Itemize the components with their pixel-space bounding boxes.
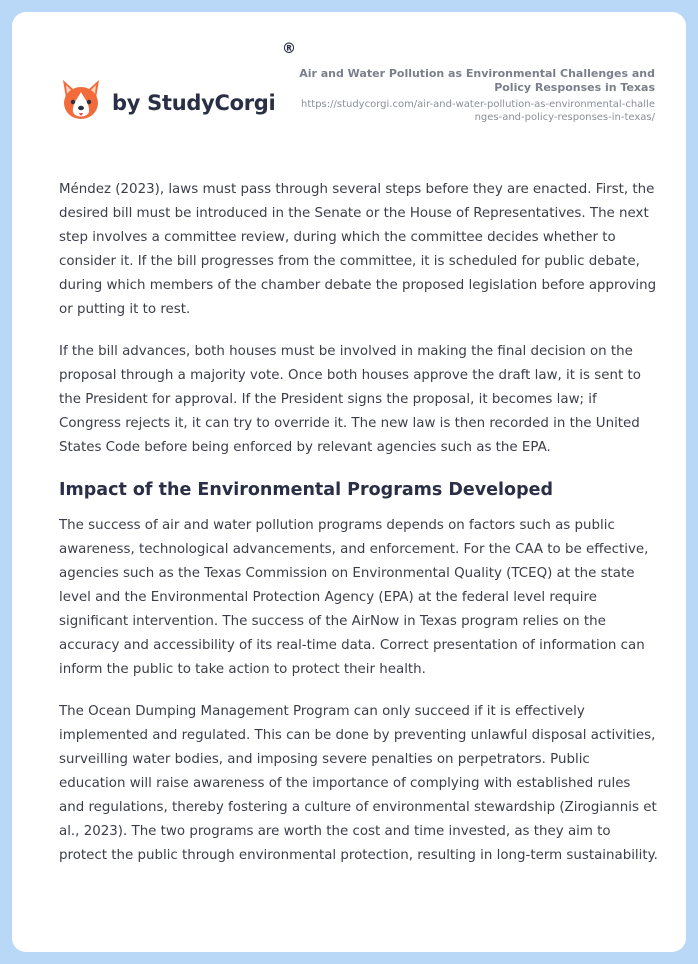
corgi-logo-icon [60,76,102,124]
body-paragraph: The success of air and water pollution programs depends on factors such as public awareness, technological advancements, and enforcement. For the CAA to be effective, agencies such as the Texas Commission on Environmental Quality (TCEQ) at the state level and the Environmental Protection Agency (EPA) at the federal level require significant intervention. The success of the AirNow in Texas program relies on the accuracy and accessibility of its real-time data. Correct presentation of information can inform the public to take action to protect their health. [59,518,649,677]
document-page [12,12,686,952]
body-paragraph: If the bill advances, both houses must be involved in making the final decision on the proposal through a majority vote. Once both houses approve the draft law, it is sent to the President for approval. If the President signs the proposal, it becomes law; if Congress rejects it, it can try to override it. The new law is then recorded in the United States Code before being enforced by relevant agencies such as the EPA. [59,344,641,455]
studycorgi-logo[interactable] [60,76,275,124]
brand-name: by StudyCorgi [112,91,276,115]
body-paragraph: Méndez (2023), laws must pass through several steps before they are enacted. First, the desired bill must be introduced in the Senate or the House of Representatives. The next step involves a committee review, during which the committee decides whether to consider it. If the bill progresses from the committee, it is scheduled for public debate, during which members of the chamber debate the proposed legislation before approving or putting it to rest. [59,182,657,317]
document-title: Air and Water Pollution as Environmental Challenges and Policy Responses in Texas [299,67,655,94]
document-body [59,178,659,886]
body-paragraph: The Ocean Dumping Management Program can only succeed if it is effectively implemented and regulated. This can be done by preventing unlawful disposal activities, surveilling water bodies, and imposing severe penalties on perpetrators. Public education will raise awareness of the importance of complying with established rules and regulations, thereby fostering a culture of environmental stewardship (Zirogiannis et al., 2023). The two programs are worth the cost and time invested, as they aim to protect the public through environmental protection, resulting in long-term sustainability. [59,704,658,863]
document-meta [295,67,655,124]
registered-mark: ® [282,41,296,57]
document-url[interactable]: https://studycorgi.com/air-and-water-pollution-as-environmental-challenges-and-policy-responses-in-texas/ [301,99,655,123]
page-header [12,12,686,152]
section-heading: Impact of the Environmental Programs Developed [59,480,553,500]
